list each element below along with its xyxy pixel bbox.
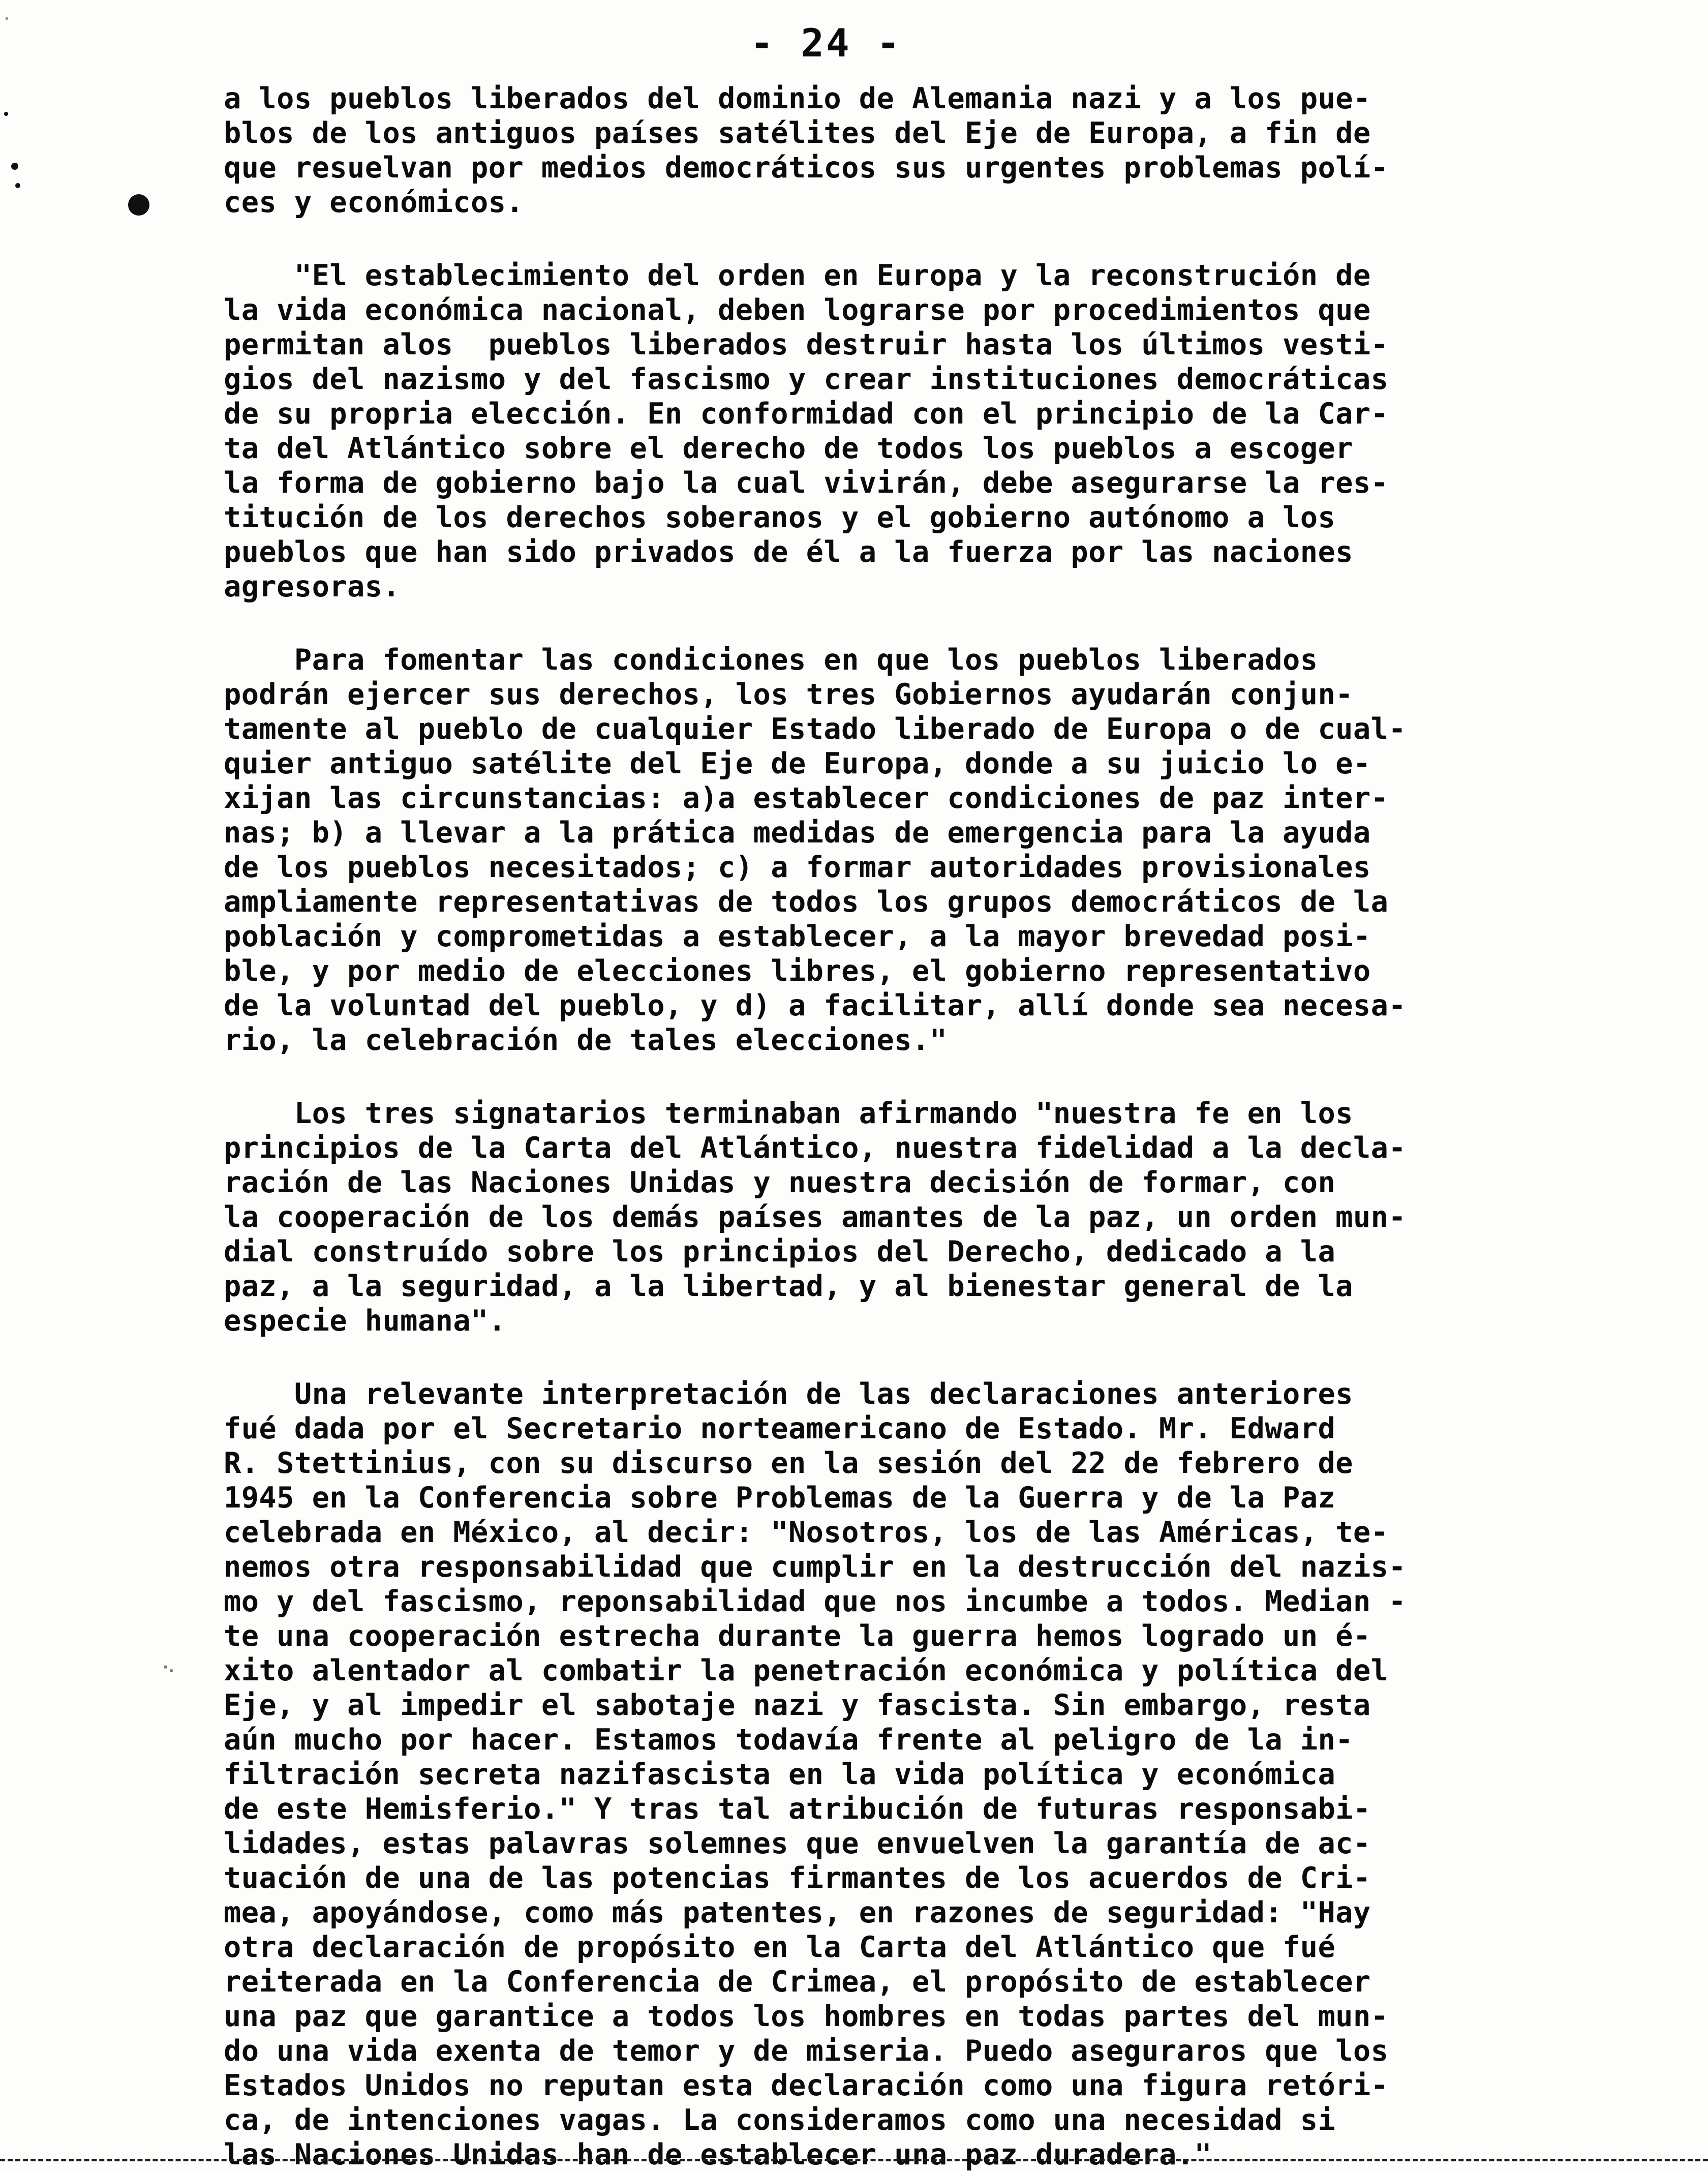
text-line: población y comprometidas a establecer, a la mayor brevedad posi- bbox=[224, 920, 1371, 953]
text-line: de los pueblos necesitados; c) a formar autoridades provisionales bbox=[224, 851, 1371, 884]
text-line: de este Hemisferio." Y tras tal atribución de futuras responsabi- bbox=[224, 1792, 1371, 1826]
text-line: otra declaración de propósito en la Carta del Atlántico que fué bbox=[224, 1930, 1336, 1964]
text-line: ces y económicos. bbox=[224, 186, 524, 219]
text-line: xijan las circunstancias: a)a establecer condiciones de paz inter- bbox=[224, 781, 1389, 815]
text-line: lidades, estas palavras solemnes que envuelven la garantía de ac- bbox=[224, 1827, 1371, 1860]
text-line: Para fomentar las condiciones en que los pueblos liberados bbox=[224, 643, 1318, 677]
text-line: tuación de una de las potencias firmantes de los acuerdos de Cri- bbox=[224, 1861, 1371, 1895]
text-line: tamente al pueblo de cualquier Estado liberado de Europa o de cual- bbox=[224, 712, 1407, 746]
text-line: "El establecimiento del orden en Europa y la reconstrución de bbox=[224, 259, 1371, 292]
text-line: ampliamente representativas de todos los grupos democráticos de la bbox=[224, 885, 1389, 919]
paragraph bbox=[224, 258, 1566, 604]
paragraph bbox=[224, 1096, 1566, 1338]
paragraph bbox=[224, 643, 1566, 1058]
text-line: reiterada en la Conferencia de Crimea, el propósito de establecer bbox=[224, 1965, 1371, 1999]
text-line: nemos otra responsabilidad que cumplir en la destrucción del nazis- bbox=[224, 1550, 1407, 1584]
text-line: titución de los derechos soberanos y el gobierno autónomo a los bbox=[224, 501, 1336, 534]
ink-speck bbox=[4, 112, 8, 116]
ink-speck bbox=[15, 183, 20, 188]
text-line: mo y del fascismo, reponsabilidad que nos incumbe a todos. Median - bbox=[224, 1585, 1407, 1618]
ink-blot bbox=[128, 194, 149, 216]
page-number: - 24 - bbox=[750, 20, 902, 66]
text-line: a los pueblos liberados del dominio de Alemania nazi y a los pue- bbox=[224, 82, 1371, 115]
text-line: paz, a la seguridad, a la libertad, y al bienestar general de la bbox=[224, 1270, 1353, 1303]
text-line: Una relevante interpretación de las declaraciones anteriores bbox=[224, 1377, 1353, 1411]
text-line: de su propria elección. En conformidad con el principio de la Car- bbox=[224, 397, 1389, 431]
text-line: ble, y por medio de elecciones libres, el gobierno representativo bbox=[224, 954, 1371, 988]
text-line: do una vida exenta de temor y de miseria. Puedo aseguraros que los bbox=[224, 2034, 1389, 2068]
text-line: Eje, y al impedir el sabotaje nazi y fascista. Sin embargo, resta bbox=[224, 1688, 1371, 1722]
text-line: ración de las Naciones Unidas y nuestra decisión de formar, con bbox=[224, 1166, 1336, 1199]
text-line: principios de la Carta del Atlántico, nuestra fidelidad a la decla- bbox=[224, 1131, 1407, 1165]
text-line: blos de los antiguos países satélites del Eje de Europa, a fin de bbox=[224, 116, 1371, 150]
paragraph-gap bbox=[224, 604, 1566, 643]
text-line: dial construído sobre los principios del Derecho, dedicado a la bbox=[224, 1235, 1336, 1269]
text-line: 1945 en la Conferencia sobre Problemas de la Guerra y de la Paz bbox=[224, 1481, 1336, 1515]
text-line: te una cooperación estrecha durante la guerra hemos logrado un é- bbox=[224, 1619, 1371, 1653]
text-line: una paz que garantice a todos los hombres en todas partes del mun- bbox=[224, 2000, 1389, 2033]
text-line: de la voluntad del pueblo, y d) a facilitar, allí donde sea necesa- bbox=[224, 989, 1407, 1022]
text-line: que resuelvan por medios democráticos sus urgentes problemas polí- bbox=[224, 151, 1389, 185]
text-line: filtración secreta nazifascista en la vida política y económica bbox=[224, 1758, 1336, 1791]
text-line: R. Stettinius, con su discurso en la sesión del 22 de febrero de bbox=[224, 1446, 1353, 1480]
margin-mark: ·. bbox=[163, 1658, 174, 1676]
paragraph bbox=[224, 1377, 1566, 2172]
paragraph-gap bbox=[224, 1338, 1566, 1377]
text-line: celebrada en México, al decir: "Nosotros, los de las Américas, te- bbox=[224, 1516, 1389, 1549]
text-line: las Naciones Unidas han de establecer una paz duradera." bbox=[224, 2138, 1212, 2171]
text-line: Estados Unidos no reputan esta declaración como una figura retóri- bbox=[224, 2069, 1389, 2102]
text-line: podrán ejercer sus derechos, los tres Gobiernos ayudarán conjun- bbox=[224, 678, 1353, 711]
paragraph bbox=[224, 81, 1566, 220]
text-line: quier antiguo satélite del Eje de Europa, donde a su juicio lo e- bbox=[224, 747, 1371, 780]
corner-smudge: · bbox=[4, 10, 10, 27]
text-line: xito alentador al combatir la penetración económica y política del bbox=[224, 1654, 1389, 1687]
text-line: rio, la celebración de tales elecciones." bbox=[224, 1023, 948, 1057]
bottom-rule bbox=[0, 2159, 1708, 2161]
paragraph-gap bbox=[224, 1058, 1566, 1096]
text-line: Los tres signatarios terminaban afirmando "nuestra fe en los bbox=[224, 1097, 1353, 1130]
body-text bbox=[224, 81, 1566, 2172]
text-line: fué dada por el Secretario norteamericano de Estado. Mr. Edward bbox=[224, 1412, 1336, 1445]
text-line: permitan alos pueblos liberados destruir hasta los últimos vesti- bbox=[224, 328, 1389, 361]
text-line: agresoras. bbox=[224, 570, 401, 604]
text-line: nas; b) a llevar a la prática medidas de emergencia para la ayuda bbox=[224, 816, 1371, 850]
text-line: la forma de gobierno bajo la cual vivirán, debe asegurarse la res- bbox=[224, 466, 1389, 500]
text-line: la cooperación de los demás países amantes de la paz, un orden mun- bbox=[224, 1200, 1407, 1234]
text-line: aún mucho por hacer. Estamos todavía frente al peligro de la in- bbox=[224, 1723, 1353, 1757]
paragraph-gap bbox=[224, 220, 1566, 258]
text-line: gios del nazismo y del fascismo y crear instituciones democráticas bbox=[224, 363, 1389, 396]
text-line: mea, apoyándose, como más patentes, en razones de seguridad: "Hay bbox=[224, 1896, 1371, 1929]
text-line: especie humana". bbox=[224, 1304, 506, 1338]
text-line: ca, de intenciones vagas. La consideramos como una necesidad si bbox=[224, 2103, 1336, 2137]
text-line: la vida económica nacional, deben lograrse por procedimientos que bbox=[224, 293, 1371, 327]
text-line: ta del Atlántico sobre el derecho de todos los pueblos a escoger bbox=[224, 432, 1353, 465]
ink-speck bbox=[11, 163, 18, 170]
text-line: pueblos que han sido privados de él a la fuerza por las naciones bbox=[224, 535, 1353, 569]
